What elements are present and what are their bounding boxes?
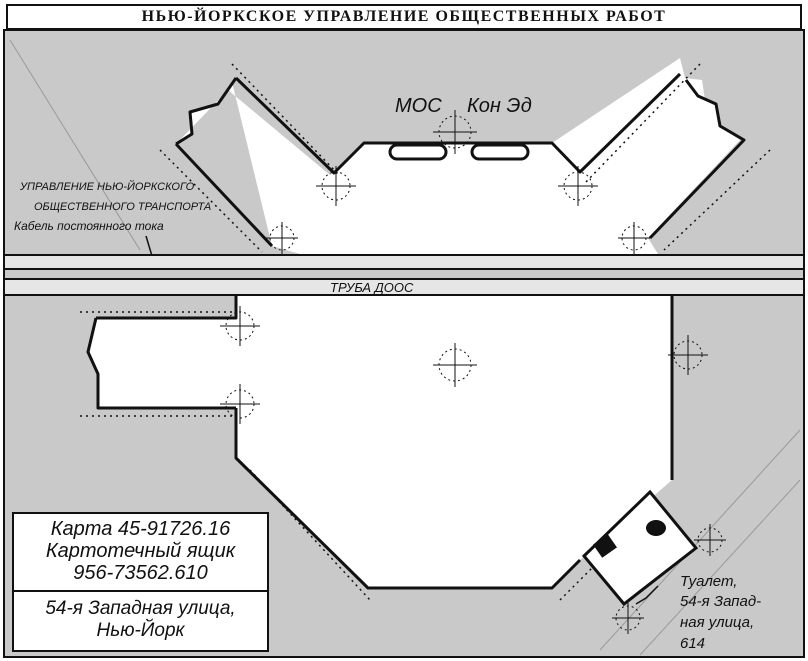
- toilet-label-line3: ная улица,: [680, 614, 755, 631]
- mos-conduit: [390, 145, 446, 159]
- address-line-1: 54-я Западная улица,: [45, 598, 236, 619]
- address-line-2: Нью-Йорк: [96, 620, 185, 641]
- toilet-label-line4: 614: [680, 635, 706, 652]
- reference-card: [12, 512, 269, 652]
- cabinet-label: Картотечный ящик: [45, 540, 236, 562]
- page-title: НЬЮ-ЙОРКСКОЕ УПРАВЛЕНИЕ ОБЩЕСТВЕННЫХ РАБОТ: [6, 4, 802, 30]
- mos-label: МОС: [395, 95, 442, 117]
- dep-pipe-label: ТРУБА ДООС: [330, 280, 414, 295]
- map-number: Карта 45-91726.16: [50, 518, 231, 540]
- cabinet-number: 956-73562.610: [73, 562, 208, 584]
- con-ed-conduit: [472, 145, 528, 159]
- con-ed-label: Кон Эд: [467, 95, 532, 117]
- dc-cable-pipe: [4, 255, 804, 269]
- toilet-label-line2: 54-я Запад-: [680, 593, 762, 610]
- toilet-icon: [646, 520, 666, 536]
- reference-card-top: [14, 514, 267, 592]
- transit-label-line3: Кабель постоянного тока: [14, 219, 164, 233]
- toilet-label-line1: Туалет,: [680, 573, 738, 590]
- reference-card-address: [14, 592, 267, 642]
- transit-label-line2: ОБЩЕСТВЕННОГО ТРАНСПОРТА: [34, 201, 212, 213]
- transit-label-line1: УПРАВЛЕНИЕ НЬЮ-ЙОРКСКОГО: [20, 181, 195, 193]
